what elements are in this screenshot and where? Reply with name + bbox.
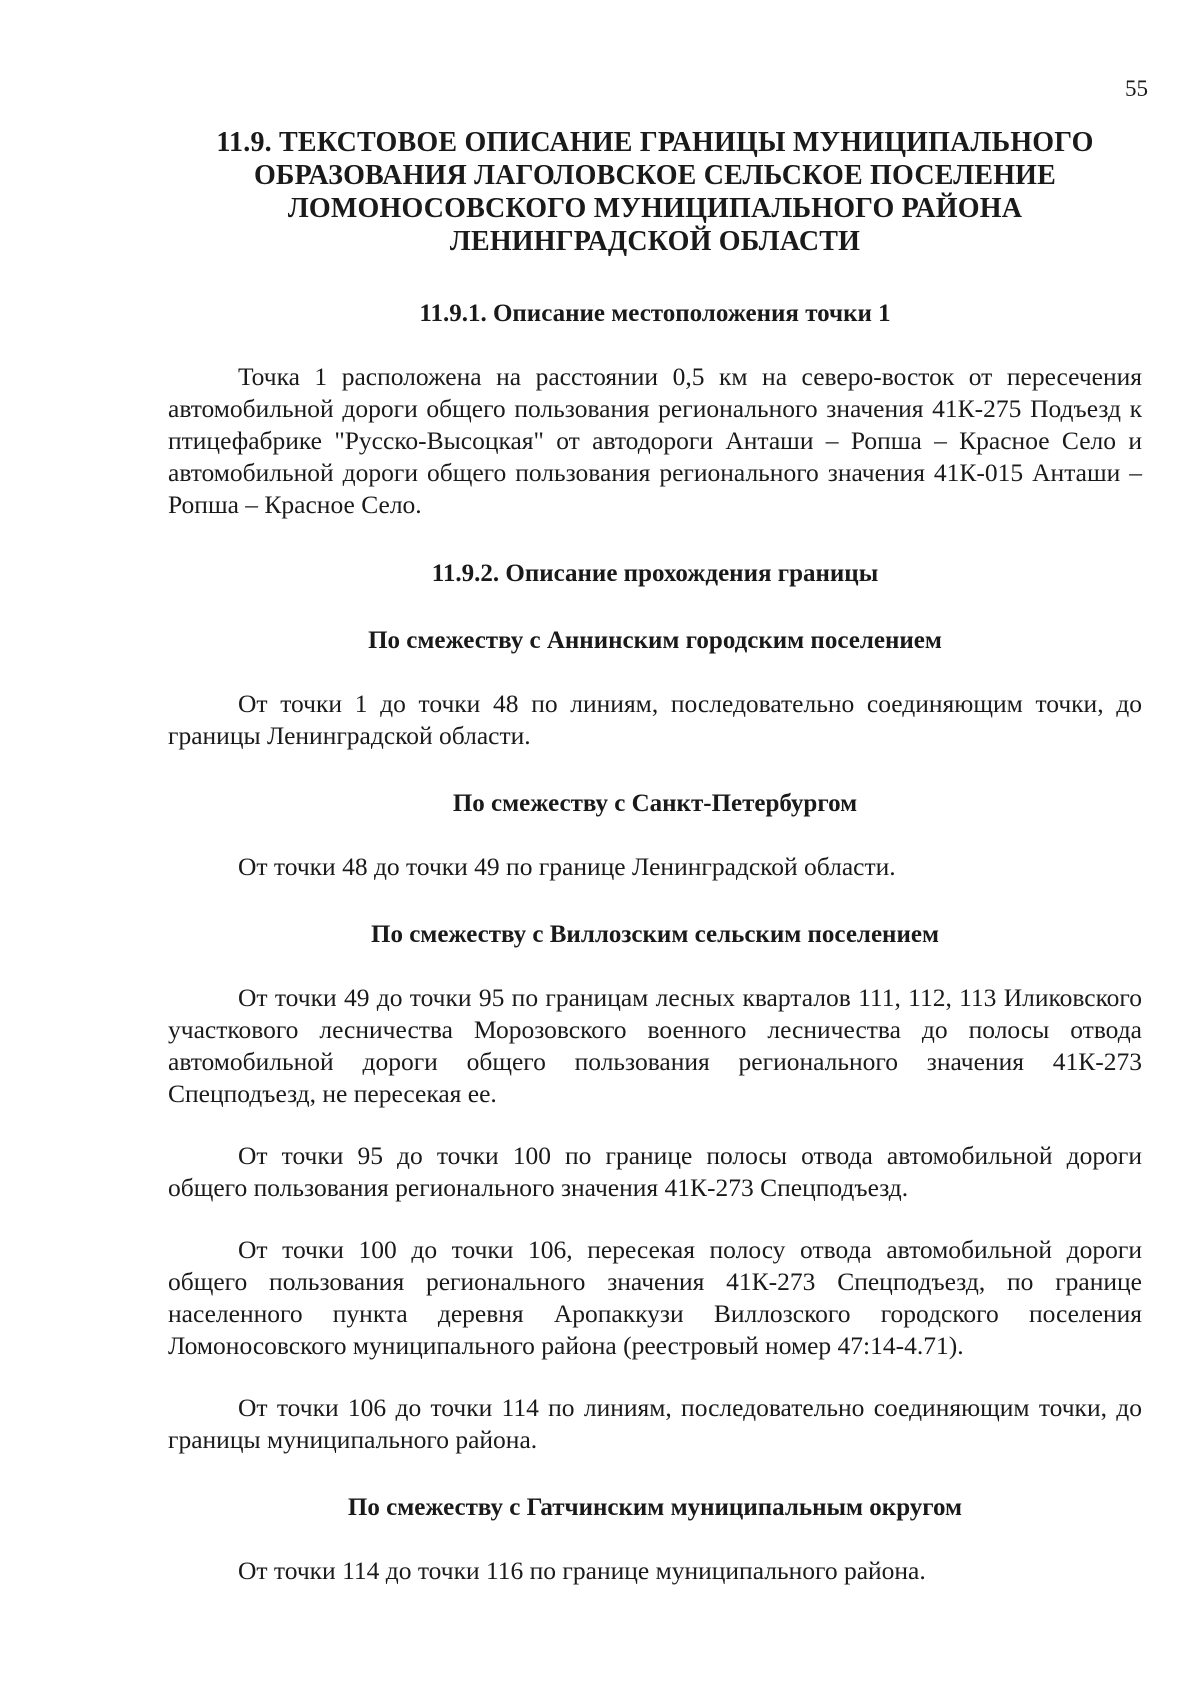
document-body [168,126,1142,1587]
page-number: 55 [1125,76,1148,101]
document-title [168,126,1142,258]
title-line: ЛОМОНОСОВСКОГО МУНИЦИПАЛЬНОГО РАЙОНА [287,193,1023,224]
subheading-spb: По смежеству с Санкт-Петербургом [452,790,858,817]
paragraph-villozi: От точки 106 до точки 114 по линиям, последовательно соединяющим точки, до границы муниципального района. [168,1393,1142,1454]
title-line: ЛЕНИНГРАДСКОЙ ОБЛАСТИ [449,226,861,257]
paragraph-spb: От точки 48 до точки 49 по границе Ленинградской области. [238,852,896,881]
paragraph-gatchina: От точки 114 до точки 116 по границе муниципального района. [238,1556,926,1585]
paragraph-villozi: От точки 49 до точки 95 по границам лесных кварталов 111, 112, 113 Иликовского участкового лесничества Морозовского военного лесничества до полосы отвода автомобильной дороги общего пользования регионального значения 41К-273 Спецподъезд, не пересекая ее. [168,983,1142,1108]
subheading-annina: По смежеству с Аннинским городским поселением [368,627,942,654]
paragraph-annina: От точки 1 до точки 48 по линиям, последовательно соединяющим точки, до границы Ленинградской области. [168,689,1142,750]
section-heading-boundary: 11.9.2. Описание прохождения границы [431,560,879,587]
subheading-villozi: По смежеству с Виллозским сельским поселением [371,921,939,948]
subheading-gatchina: По смежеству с Гатчинским муниципальным округом [347,1494,963,1521]
title-line: 11.9. ТЕКСТОВОЕ ОПИСАНИЕ ГРАНИЦЫ МУНИЦИПАЛЬНОГО [216,127,1094,158]
paragraph-villozi: От точки 95 до точки 100 по границе полосы отвода автомобильной дороги общего пользования регионального значения 41К-273 Спецподъезд. [168,1141,1142,1202]
title-line: ОБРАЗОВАНИЯ ЛАГОЛОВСКОЕ СЕЛЬСКОЕ ПОСЕЛЕНИЕ [253,160,1057,191]
paragraph-villozi: От точки 100 до точки 106, пересекая полосу отвода автомобильной дороги общего пользования регионального значения 41К-273 Спецподъезд, по границе населенного пункта деревня Аропаккузи Виллозского городского поселения Ломоносовского муниципального района (реестровый номер 47:14-4.71). [168,1235,1142,1360]
section-heading-point-1: 11.9.1. Описание местоположения точки 1 [419,300,891,327]
point-1-description: Точка 1 расположена на расстоянии 0,5 км на северо-восток от пересечения автомобильной дороги общего пользования регионального значения 41К-275 Подъезд к птицефабрике "Русско-Высоцкая" от автодороги Анташи – Ропша – Красное Село и автомобильной дороги общего пользования регионального значения 41К-015 Анташи – Ропша – Красное Село. [168,362,1142,519]
